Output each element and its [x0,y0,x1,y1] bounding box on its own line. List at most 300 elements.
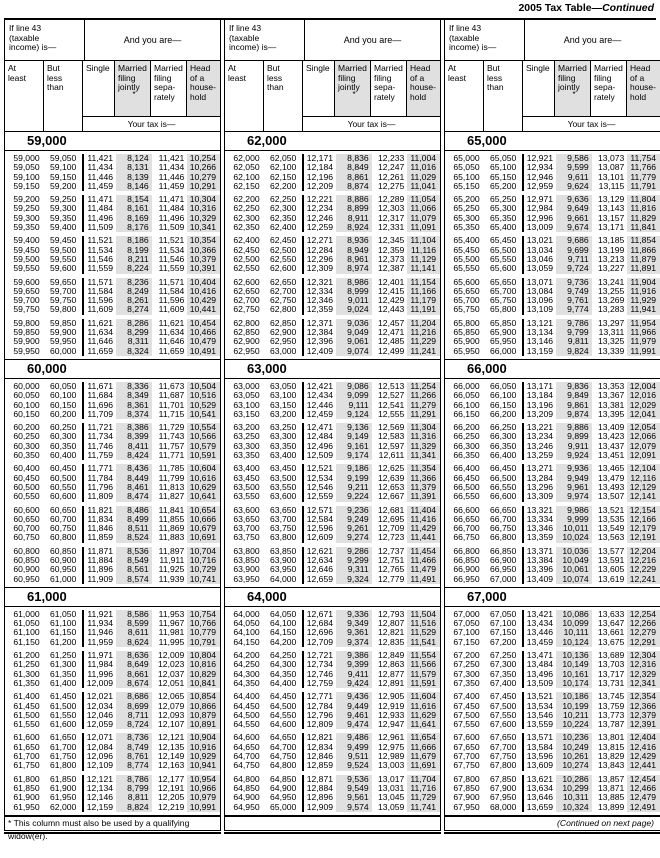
hoh-line1: Head [190,63,211,73]
tax-row-group [225,278,440,315]
table-column [444,20,660,834]
married-filing-separately-cell: 12,611 [378,450,405,461]
table-row[interactable] [5,575,220,584]
at-least-cell: 61,350 [13,677,40,688]
table-row[interactable] [5,638,220,647]
single-cell: 12,671 [306,608,334,619]
married-filing-jointly-cell: 8,486 [116,506,152,515]
married-filing-jointly-cell: 9,761 [556,296,592,305]
married-filing-separately-cell: 13,325 [598,336,625,347]
married-filing-jointly-cell: 9,661 [556,214,592,223]
married-filing-jointly-cell: 8,986 [336,278,372,287]
head-of-household-cell: 11,366 [407,474,440,483]
but-less-line1: But [267,63,280,73]
head-of-household-cell: 11,091 [407,223,440,232]
married-filing-jointly-cell: 9,724 [556,264,592,273]
but-less-than-cell: 65,100 [485,163,525,172]
married-filing-jointly-cell: 8,511 [116,524,152,533]
table-row[interactable] [445,533,660,542]
married-filing-separately-cell: 13,031 [378,782,405,793]
tax-row-group [445,423,660,460]
head-of-household-cell: 11,766 [627,163,660,172]
but-less-line1: But [487,63,500,73]
at-least-cell: 65,900 [453,336,480,347]
married-filing-jointly-cell: 10,049 [556,556,592,565]
married-filing-separately-cell: 11,446 [158,171,185,182]
head-of-household-cell: 10,491 [187,347,220,356]
married-filing-separately-cell: 13,577 [598,545,625,556]
at-least-cell: 66,650 [453,513,480,524]
filing-status-row [303,61,440,116]
head-of-household-cell: 11,579 [407,670,440,679]
married-filing-separately-cell: 12,905 [378,691,405,702]
but-less-than-cell: 65,150 [485,173,525,182]
married-filing-jointly-cell: 9,036 [336,319,372,328]
at-least-cell: 63,250 [233,431,260,442]
but-less-than-cell: 60,300 [45,432,85,441]
head-of-household-cell: 10,866 [187,702,220,711]
married-filing-separately-cell: 12,849 [378,650,405,661]
line-reference-line2: (taxable [9,32,40,43]
at-least-cell: 66,100 [453,399,480,410]
table-row[interactable] [225,761,440,770]
married-filing-jointly-cell: 8,611 [116,628,152,637]
tax-rows-grid [444,379,660,588]
married-filing-jointly-cell: 8,886 [336,195,372,204]
but-less-than-cell: 62,450 [265,236,305,245]
married-filing-separately-cell: 12,807 [378,618,405,629]
at-least-cell: 63,600 [233,504,260,515]
but-less-than-cell: 66,250 [485,423,525,432]
but-less-than-cell: 60,850 [45,547,85,556]
married-filing-jointly-cell: 8,169 [116,214,152,223]
table-row[interactable] [225,575,440,584]
but-less-than-cell: 61,800 [45,761,85,770]
table-row[interactable] [225,679,440,688]
at-least-cell: 64,050 [233,618,260,629]
married-filing-separately-cell: 12,583 [378,431,405,442]
head-of-household-cell: 11,541 [407,638,440,647]
single-cell: 12,684 [306,618,334,629]
head-of-household-cell: 10,666 [187,515,220,524]
hoh-line2: of a [410,72,425,83]
married-filing-separately-cell: 12,667 [378,491,405,502]
table-row[interactable] [445,182,660,191]
but-less-than-cell: 65,400 [485,223,525,232]
at-least-cell: 62,250 [233,203,260,214]
at-least-cell: 66,050 [453,390,480,401]
single-cell: 13,184 [526,390,554,401]
married-filing-separately-cell: 13,171 [598,222,625,233]
at-least-cell: 62,950 [233,345,260,356]
but-less-than-cell: 65,550 [485,255,525,264]
married-filing-separately-cell: 12,051 [158,677,185,688]
table-row[interactable] [5,410,220,419]
table-row[interactable] [225,803,440,812]
single-cell: 11,746 [87,440,114,451]
head-of-household-cell: 10,266 [187,163,220,172]
head-of-household-cell: 10,829 [187,670,220,679]
single-cell: 12,134 [86,782,114,793]
at-least-cell: 63,100 [233,399,260,410]
but-less-than-cell: 66,300 [485,432,525,441]
married-filing-jointly-cell: 9,211 [336,483,372,492]
hoh-line2: of a [190,72,205,83]
income-band-heading: 60,000 [4,360,221,379]
at-least-cell: 61,800 [13,773,40,784]
single-cell: 11,584 [87,285,114,296]
single-cell: 12,059 [86,719,114,730]
married-filing-separately-cell: 13,395 [598,408,625,419]
married-filing-separately-cell: 12,415 [378,285,405,296]
but-less-than-cell: 60,350 [45,442,85,451]
but-less-than-cell: 66,200 [485,410,525,419]
table-row[interactable] [5,533,220,542]
single-cell: 12,521 [306,463,334,474]
single-cell: 13,496 [526,668,554,679]
at-least-cell: 59,100 [13,171,40,182]
hoh-line1: Head [410,63,431,73]
at-least-cell: 60,600 [13,504,40,515]
but-less-than-cell: 61,050 [45,610,85,619]
head-of-household-cell: 11,954 [627,319,660,328]
head-of-household-cell: 12,166 [627,515,660,524]
but-less-than-cell: 64,000 [265,575,305,584]
but-less-than-cell: 60,650 [45,506,85,515]
single-cell: 12,271 [306,235,334,246]
married-filing-jointly-cell: 9,899 [556,432,592,441]
married-filing-separately-cell: 12,191 [158,782,185,793]
married-filing-jointly-cell: 9,374 [336,638,372,647]
at-least-cell: 67,900 [453,792,480,803]
but-less-than-cell: 60,800 [45,533,85,542]
table-row[interactable] [445,347,660,356]
head-of-household-cell: 12,354 [627,692,660,701]
table-row[interactable] [5,347,220,356]
but-less-than-cell: 62,600 [265,264,305,273]
single-cell: 13,321 [526,504,554,515]
at-least-cell: 64,450 [233,700,260,711]
married-filing-jointly-cell: 8,261 [116,296,152,305]
at-least-cell: 64,200 [233,650,260,661]
at-least-cell: 61,900 [13,792,40,803]
single-cell: 13,459 [526,636,554,647]
table-row[interactable] [445,451,660,460]
at-least-cell: 66,300 [453,440,480,451]
at-least-cell: 61,700 [13,751,40,762]
but-less-than-cell: 67,850 [485,775,525,784]
married-filing-separately-cell: 13,857 [598,773,625,784]
married-filing-jointly-cell: 9,261 [336,524,372,533]
table-row[interactable] [445,761,660,770]
married-filing-jointly-cell: 9,686 [556,236,592,245]
married-filing-separately-cell: 11,771 [158,450,185,461]
table-row[interactable] [5,264,220,273]
head-of-household-cell: 10,516 [187,391,220,400]
single-cell: 12,409 [306,345,334,356]
married-filing-jointly-cell: 8,474 [116,492,152,501]
but-less-than-cell: 59,150 [45,173,85,182]
married-filing-jointly-cell: 10,224 [556,720,592,729]
mfs-line3: sepa- [154,82,176,92]
table-row[interactable] [225,264,440,273]
grid-bottom-pad [225,356,440,359]
table-row[interactable] [445,803,660,812]
table-row[interactable] [225,305,440,314]
table-row[interactable] [225,223,440,232]
married-filing-separately-cell: 13,605 [598,564,625,575]
married-filing-separately-cell: 11,939 [158,573,185,584]
married-filing-separately-cell: 12,569 [378,422,405,433]
married-filing-separately-cell: 12,919 [378,700,405,711]
tax-row-group [225,733,440,770]
married-filing-jointly-cell: 8,224 [116,264,152,273]
table-row[interactable] [445,410,660,419]
head-of-household-cell: 12,341 [627,679,660,688]
at-least-cell: 67,550 [453,719,480,730]
but-less-than-cell: 64,050 [265,610,305,619]
but-less-than-cell: 63,600 [265,492,305,501]
married-filing-separately-cell: 13,045 [378,792,405,803]
at-least-cell: 61,750 [13,760,40,771]
table-row[interactable] [5,451,220,460]
table-row[interactable] [225,182,440,191]
single-cell: 12,396 [306,336,334,347]
table-row[interactable] [445,223,660,232]
head-of-household-cell: 11,266 [407,391,440,400]
head-of-household-cell: 11,841 [627,223,660,232]
table-row[interactable] [5,182,220,191]
single-cell: 11,884 [87,554,114,565]
married-filing-separately-cell: 12,485 [378,336,405,347]
single-cell: 11,484 [87,203,114,214]
single-cell: 11,796 [87,481,114,492]
table-row[interactable] [225,720,440,729]
married-filing-jointly-cell: 8,436 [116,464,152,473]
but-less-than-cell: 62,000 [45,803,85,812]
at-least-cell: 66,550 [453,491,480,502]
head-of-household-cell: 10,504 [187,382,220,391]
at-least-cell: 63,650 [233,513,260,524]
married-filing-separately-cell: 13,829 [598,751,625,762]
head-of-household-cell: 11,829 [627,214,660,223]
table-row[interactable] [445,720,660,729]
married-filing-jointly-cell: 8,949 [336,246,372,255]
but-less-than-cell: 61,250 [45,651,85,660]
married-filing-separately-cell: 11,855 [158,513,185,524]
married-filing-jointly-cell: 9,961 [556,483,592,492]
head-of-household-cell: 12,091 [627,451,660,460]
but-less-than-cell: 59,950 [45,337,85,346]
head-of-household-cell: 11,866 [627,246,660,255]
married-filing-separately-cell: 13,381 [598,399,625,410]
at-least-cell: 63,800 [233,545,260,556]
but-less-than-cell: 62,050 [265,154,305,163]
table-row[interactable] [5,720,220,729]
table-row[interactable] [445,679,660,688]
single-cell: 11,959 [87,636,114,647]
at-least-cell: 62,600 [233,276,260,287]
single-cell: 13,159 [526,345,554,356]
head-of-household-cell: 11,529 [407,628,440,637]
but-less-than-cell: 64,250 [265,651,305,660]
but-less-than-cell: 65,050 [485,154,525,163]
married-filing-jointly-cell: 9,936 [556,464,592,473]
married-filing-separately-cell: 11,883 [158,532,185,543]
married-filing-jointly-cell: 8,799 [116,784,152,793]
married-filing-separately-cell: 11,521 [158,235,185,246]
grid-bottom-pad [225,584,440,587]
married-filing-jointly-cell: 9,049 [336,328,372,337]
head-of-household-cell: 10,304 [187,195,220,204]
married-filing-jointly-cell: 9,061 [336,337,372,346]
tax-row-group [5,692,220,729]
head-of-household-cell: 10,929 [187,752,220,761]
single-cell: 13,009 [526,222,554,233]
table-row[interactable] [445,575,660,584]
married-filing-jointly-cell: 8,624 [116,638,152,647]
but-less-line3: than [487,82,504,92]
but-less-than-cell: 63,650 [265,506,305,515]
single-cell: 12,359 [306,304,334,315]
table-row[interactable] [5,223,220,232]
single-cell: 12,121 [86,773,114,784]
at-least-cell: 66,950 [453,573,480,584]
married-filing-jointly-cell: 8,349 [116,391,152,400]
but-less-than-cell: 60,750 [45,524,85,533]
col-head-married-filing-separately [371,61,407,116]
col-head-married-filing-jointly [555,61,591,116]
table-row[interactable] [225,638,440,647]
head-of-household-cell: 12,441 [627,761,660,770]
table-row[interactable] [445,264,660,273]
table-row[interactable] [445,638,660,647]
table-row[interactable] [5,679,220,688]
table-row[interactable] [5,492,220,501]
married-filing-separately-cell: 13,003 [378,760,405,771]
but-less-than-cell: 62,550 [265,255,305,264]
married-filing-separately-cell: 13,661 [598,627,625,638]
page-title [4,0,656,18]
single-cell: 11,709 [87,408,114,419]
at-least-cell: 66,400 [453,463,480,474]
but-less-than-cell: 64,850 [265,775,305,784]
table-row[interactable] [225,533,440,542]
mfj-footnote-marker: * [352,89,356,99]
but-less-than-cell: 67,100 [485,619,525,628]
married-filing-jointly-cell: 10,036 [556,547,592,556]
but-less-than-cell: 64,750 [265,752,305,761]
table-row[interactable] [5,803,220,812]
single-cell: 12,371 [306,317,334,328]
table-row[interactable] [225,410,440,419]
single-cell: 11,609 [87,304,114,315]
married-filing-jointly-cell: 9,674 [556,223,592,232]
tax-row-group [5,651,220,688]
head-of-household-cell: 12,291 [627,638,660,647]
but-less-than-cell: 59,600 [45,264,85,273]
married-filing-separately-cell: 12,205 [158,792,185,803]
grid-bottom-pad [445,812,660,815]
at-least-cell: 67,250 [453,659,480,670]
at-least-cell: 65,000 [453,153,480,163]
but-less-than-cell: 62,650 [265,278,305,287]
but-less-than-cell: 63,500 [265,474,305,483]
single-cell: 13,334 [526,513,554,524]
single-cell: 13,259 [526,450,554,461]
at-least-cell: 67,050 [453,618,480,629]
single-cell: 13,371 [526,545,554,556]
hoh-line4: hold [630,91,647,102]
single-cell: 12,209 [306,180,334,191]
married-filing-separately-cell: 12,513 [378,380,405,391]
head-of-household-cell: 11,641 [407,720,440,729]
table-row[interactable] [225,451,440,460]
married-filing-jointly-cell: 8,749 [116,743,152,752]
filing-status-row [523,61,660,116]
line-reference-line3: income) is— [229,42,277,52]
at-least-cell: 62,900 [233,336,260,347]
married-filing-separately-cell: 11,967 [158,618,185,629]
head-of-household-cell: 11,741 [407,803,440,812]
table-row[interactable] [225,347,440,356]
at-least-cell: 60,800 [13,545,40,556]
tax-row-group [445,319,660,356]
married-filing-separately-cell: 13,815 [598,741,625,752]
single-cell: 13,409 [526,573,554,584]
married-filing-jointly-cell: 9,161 [336,442,372,451]
married-filing-separately-cell: 13,311 [598,327,625,338]
married-filing-separately-cell: 12,219 [158,801,185,812]
single-cell: 13,421 [526,608,554,619]
married-filing-jointly-cell: 8,786 [116,775,152,784]
single-cell: 11,496 [87,212,114,223]
head-of-household-cell: 10,579 [187,442,220,451]
footer-spacer [224,816,441,831]
married-filing-jointly-cell: 9,836 [556,382,592,391]
married-filing-jointly-cell: 10,274 [556,761,592,770]
head-of-household-cell: 11,854 [627,236,660,245]
at-least-line1: At [228,63,237,73]
table-row[interactable] [225,492,440,501]
table-row[interactable] [5,305,220,314]
table-row[interactable] [445,305,660,314]
but-less-than-cell: 63,400 [265,451,305,460]
mfj-footnote-marker: * [572,89,576,99]
head-of-household-cell: 11,491 [407,575,440,584]
col-head-at-least [445,61,484,131]
mfs-line4: rately [154,91,175,102]
married-filing-jointly-cell: 9,911 [556,442,592,451]
married-filing-separately-cell: 11,715 [158,408,185,419]
at-least-cell: 67,850 [453,782,480,793]
single-cell: 12,034 [86,700,114,711]
but-less-than-cell: 62,400 [265,223,305,232]
tax-row-group [445,775,660,812]
single-cell: 13,621 [526,773,554,784]
table-row[interactable] [445,492,660,501]
single-cell: 13,109 [526,304,554,315]
at-least-cell: 63,050 [233,390,260,401]
but-less-than-cell: 65,350 [485,214,525,223]
married-filing-separately-cell: 12,373 [378,253,405,264]
single-cell: 12,096 [86,751,114,762]
married-filing-separately-cell: 13,073 [598,153,625,163]
head-of-household-cell: 12,304 [627,651,660,660]
table-row[interactable] [5,761,220,770]
your-tax-is-label: Your tax is— [83,116,220,131]
single-cell: 12,921 [526,153,554,163]
